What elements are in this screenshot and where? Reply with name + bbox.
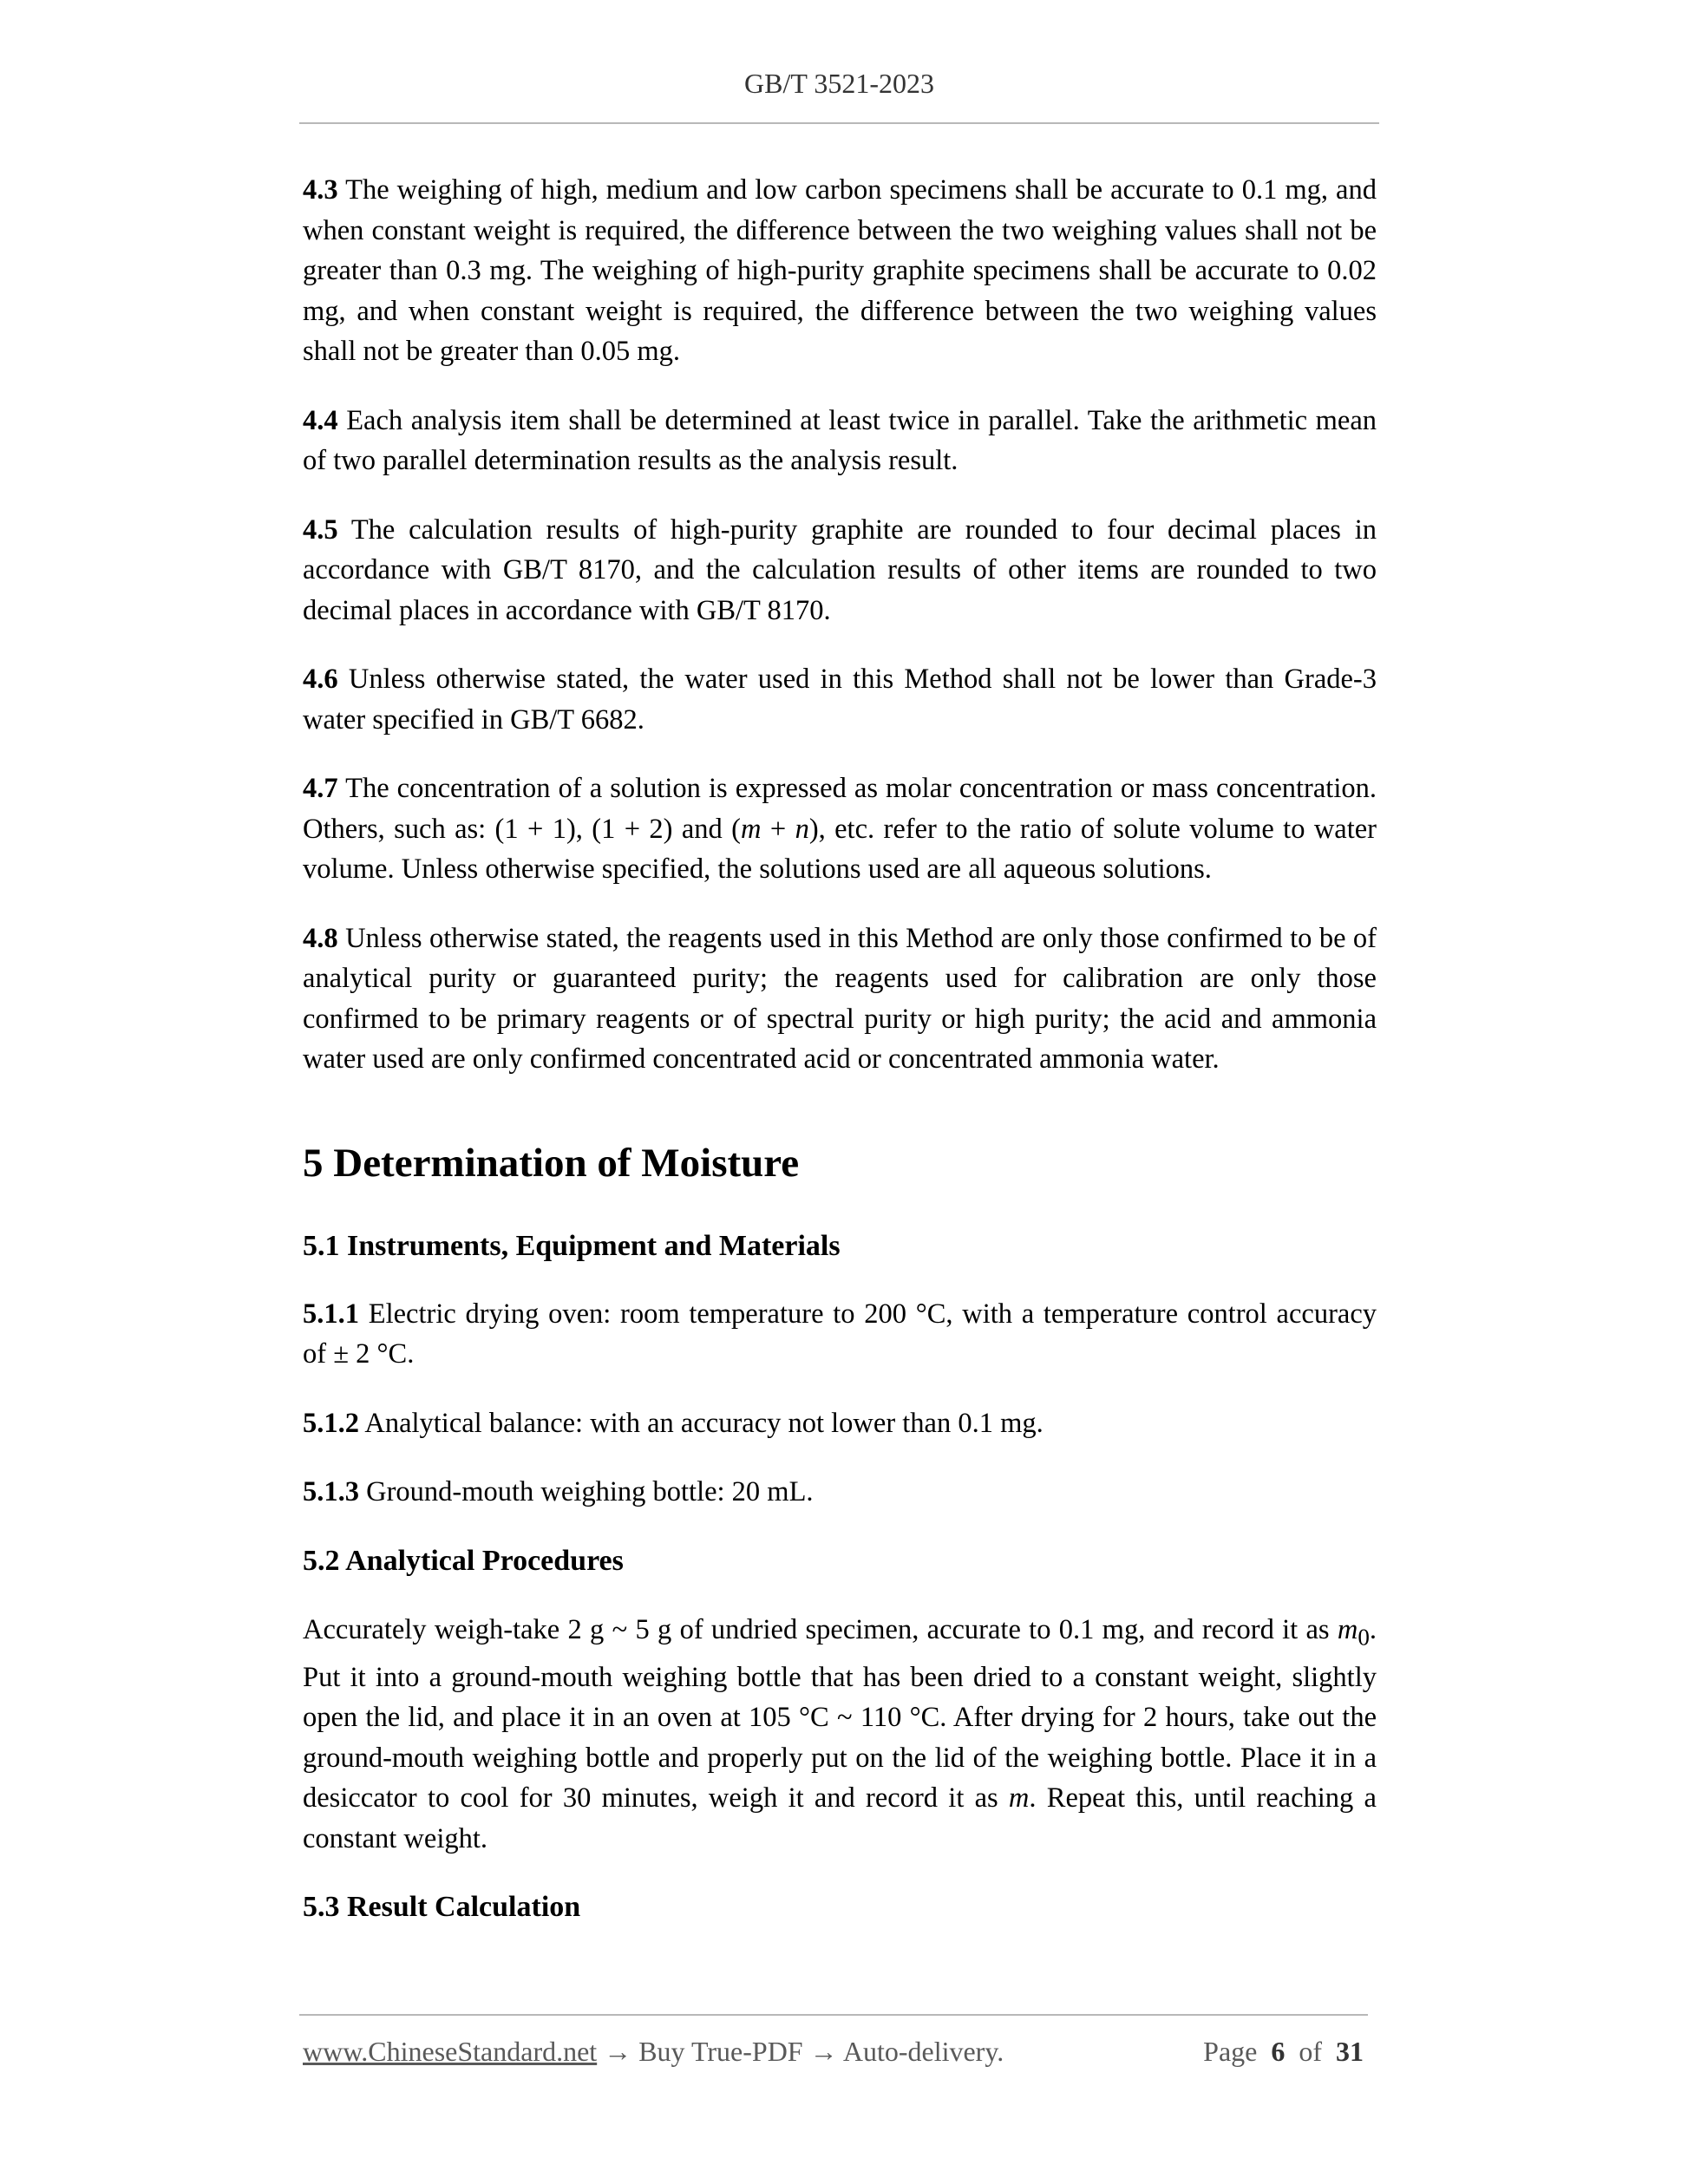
section-5-3-title: 5.3 Result Calculation (303, 1891, 581, 1923)
page-label: Page (1203, 2036, 1258, 2067)
clause-number: 4.8 (303, 922, 338, 954)
clause-number: 4.4 (303, 404, 338, 436)
clause-number: 5.1.3 (303, 1476, 359, 1507)
var-m0-subscript: 0 (1358, 1624, 1370, 1650)
clause-text: Ground-mouth weighing bottle: 20 mL. (366, 1476, 814, 1507)
clause-text: The calculation results of high-purity graphite are rounded to four decimal places in accordance with GB/T 8170, and the calculation results of other items are rounded to two decimal places in accordance with GB/T 8170. (303, 513, 1377, 626)
clause-number: 4.7 (303, 773, 338, 804)
clause-4-6 (303, 659, 1377, 740)
footer-divider (299, 2014, 1368, 2016)
clause-4-8 (303, 919, 1377, 1080)
clause-4-4 (303, 401, 1377, 481)
clause-5-1-3 (303, 1472, 1377, 1513)
clause-4-5 (303, 510, 1377, 631)
clause-4-3 (303, 170, 1377, 372)
page-number (1203, 2036, 1364, 2068)
var-m: m (741, 813, 762, 845)
clause-text: Unless otherwise stated, the reagents used in this Method are only those confirmed to be of analytical purity or guaranteed purity; the reagents used for calibration are only those confirmed to be primary reagents or of spectral purity or high purity; the acid and ammonia water used are only confirmed concentrated acid or concentrated ammonia water. (303, 922, 1377, 1075)
procedure-text-1: Accurately weigh-take 2 g ~ 5 g of undried specimen, accurate to 0.1 mg, and record it as (303, 1613, 1338, 1645)
clause-text-a: The concentration of a solution is expressed as molar concentration or mass concentration. Others, such as: (1 + 1), (1 + 2) and ( (303, 773, 1377, 845)
clause-5-1-2 (303, 1403, 1377, 1444)
clause-number: 4.5 (303, 513, 338, 546)
clause-text-b: ), etc. refer to the ratio of solute volume to water volume. Unless otherwise specified, the solutions used are all aqueous solutions. (303, 813, 1377, 885)
clause-5-1-1 (303, 1294, 1377, 1375)
clause-text: Analytical balance: with an accuracy not lower than 0.1 mg. (364, 1407, 1044, 1439)
page-of: of (1299, 2036, 1322, 2067)
var-n: n (795, 813, 809, 845)
header-divider (299, 122, 1379, 124)
clause-text: Electric drying oven: room temperature to 200 °C, with a temperature control accuracy of ± 2 °C. (303, 1298, 1377, 1370)
page-body (303, 170, 1377, 1926)
page-current: 6 (1271, 2036, 1286, 2067)
chapter-5-title: 5 Determination of Moisture (303, 1140, 800, 1186)
clause-number: 5.1.2 (303, 1407, 359, 1439)
var-m: m (1008, 1782, 1030, 1814)
website-link[interactable]: www.ChineseStandard.net (303, 2036, 598, 2067)
document-header: GB/T 3521-2023 (744, 68, 934, 99)
procedure-text-3: . Repeat this, until reaching a constant weight. (303, 1782, 1377, 1854)
clause-text: The weighing of high, medium and low carbon specimens shall be accurate to 0.1 mg, and when constant weight is required, the difference between the two weighing values shall not be greater than 0.3 mg. The weighing of high-purity graphite specimens shall be accurate to 0.02 mg, and when constant weight is required, the difference between the two weighing values shall not be greater than 0.05 mg. (303, 174, 1377, 367)
clause-number: 4.6 (303, 664, 338, 695)
clause-number: 5.1.1 (303, 1298, 359, 1330)
procedure-paragraph (303, 1610, 1377, 1860)
footer-promo (303, 2036, 1004, 2068)
procedure-text-2: . Put it into a ground-mouth weighing bottle that has been dried to a constant weight, slightly open the lid, and place it in an oven at 105 °C ~ 110 °C. After drying for 2 hours, take out the ground-mouth weighing bottle and properly put on the lid of the weighing bottle. Place it in a desiccator to cool for 30 minutes, weigh it and record it as (303, 1613, 1377, 1814)
var-m0: m (1337, 1613, 1358, 1645)
section-5-1-title: 5.1 Instruments, Equipment and Materials (303, 1229, 841, 1262)
clause-text: Each analysis item shall be determined at least twice in parallel. Take the arithmetic mean of two parallel determination results as the analysis result. (303, 404, 1377, 476)
clause-4-7 (303, 768, 1377, 890)
clause-text: Unless otherwise stated, the water used in this Method shall not be lower than Grade-3 water specified in GB/T 6682. (303, 664, 1377, 736)
page-total: 31 (1336, 2036, 1364, 2067)
clause-number: 4.3 (303, 174, 338, 206)
promo-text: → Buy True-PDF → Auto-delivery. (597, 2036, 1004, 2067)
section-5-2-title: 5.2 Analytical Procedures (303, 1544, 624, 1577)
plus-sign: + (761, 813, 795, 845)
